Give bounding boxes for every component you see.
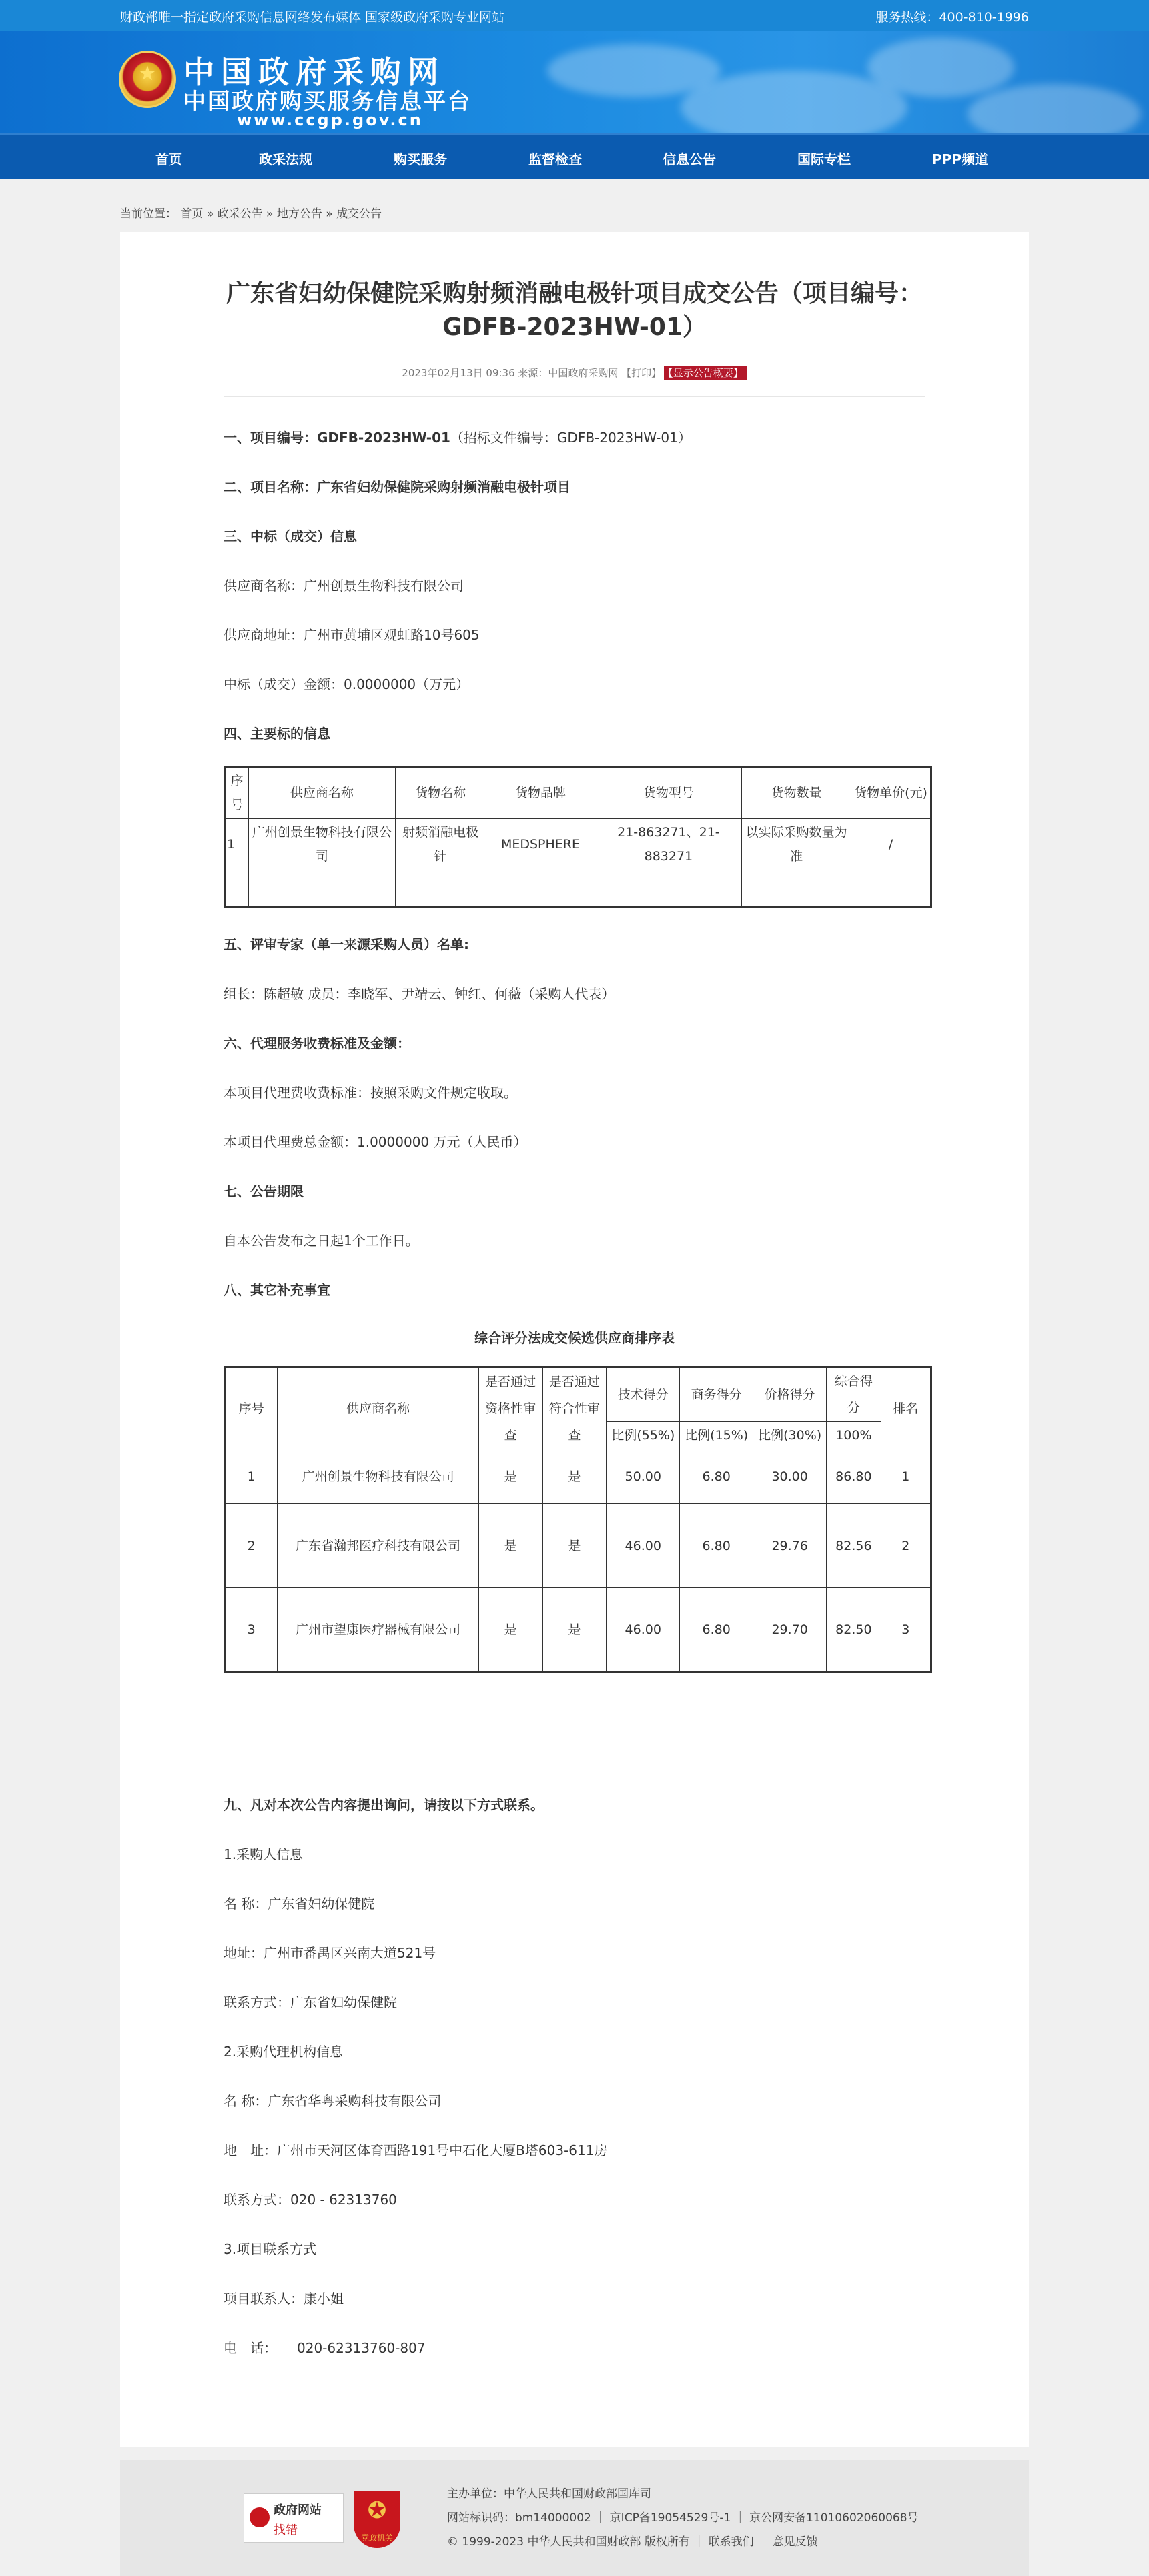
site-logo-url[interactable]: www.ccgp.gov.cn [237,111,423,129]
table-cell [742,870,851,908]
table-cell: / [851,819,931,870]
project-contact-heading: 3.项目联系方式 [224,2241,317,2257]
table-header-cell: 货物名称 [395,767,486,819]
tender-doc-number: （招标文件编号：GDFB-2023HW-01） [450,430,691,446]
party-emblem-icon: ✪ [367,2497,387,2524]
table-row [225,1449,931,1504]
table-cell: 3 [225,1588,278,1672]
table-row [225,1588,931,1672]
nav-home[interactable]: 首页 [155,151,182,167]
divider [224,396,925,397]
section-project-name: 二、项目名称：广东省妇幼保健院采购射频消融电极针项目 [224,479,570,495]
buyer-contact: 联系方式：广东省妇幼保健院 [224,1994,397,2010]
table-header-row [225,767,931,819]
table-header-cell: 货物型号 [595,767,742,819]
table-cell: 21-863271、21-883271 [595,819,742,870]
breadcrumb-local-notices[interactable]: 地方公告 [276,207,322,221]
table-cell: 广州创景生物科技有限公司 [278,1449,478,1504]
table-row-empty [225,870,931,908]
table-cell: 46.00 [607,1588,680,1672]
gov-badge-title: 政府网站 [274,2503,322,2517]
nav-purchase-services[interactable]: 购买服务 [394,151,447,167]
breadcrumb-home[interactable]: 首页 [180,207,204,221]
table-cell: 2 [225,1504,278,1588]
table-cell: 6.80 [680,1504,753,1588]
table-cell: 1 [225,819,249,870]
table-cell: 2 [881,1504,931,1588]
table-header-cell: 序号 [225,1367,278,1449]
article-title: 广东省妇幼保健院采购射频消融电极针项目成交公告（项目编号：GDFB-2023HW-01） [226,280,923,341]
table-cell: 射频消融电极针 [395,819,486,870]
breadcrumb-notices[interactable]: 政采公告 [217,207,263,221]
nav-ppp[interactable]: PPP频道 [932,151,988,167]
party-gov-badge[interactable] [354,2491,400,2548]
footer [120,2460,1029,2576]
header-banner [0,31,1149,133]
table-cell: 广州市望康医疗器械有限公司 [278,1588,478,1672]
breadcrumb [120,204,382,221]
section-experts: 五、评审专家（单一来源采购人员）名单: [224,936,469,952]
breadcrumb-sep: » [206,207,214,221]
table-header-cell: 序号 [225,767,249,819]
ranking-table [224,1366,932,1673]
fee-total: 本项目代理费总金额：1.0000000 万元（人民币） [224,1134,527,1150]
table-header-cell: 是否通过资格性审查 [478,1367,542,1449]
party-badge-label: 党政机关 [360,2533,393,2543]
section-project-number [224,427,691,446]
award-amount: 中标（成交）金额：0.0000000（万元） [224,676,470,692]
section-award-info: 三、中标（成交）信息 [224,528,357,544]
agency-contact: 联系方式：020 - 62313760 [224,2192,397,2208]
table-header-cell: 比例(55%) [607,1422,680,1449]
table-header-cell: 比例(30%) [753,1422,827,1449]
table-row [225,819,931,870]
supplier-name: 供应商名称：广州创景生物科技有限公司 [224,578,464,594]
breadcrumb-deal-notices[interactable]: 成交公告 [336,207,382,221]
table-header-cell: 技术得分 [607,1367,680,1422]
table-cell [595,870,742,908]
supplier-address: 供应商地址：广州市黄埔区观虹路10号605 [224,627,480,643]
gov-site-icon [250,2507,270,2527]
footer-ids[interactable]: 网站标识码：bm14000002 ｜ 京ICP备19054529号-1 ｜ 京公网安备11010602060068号 [447,2511,919,2525]
footer-host: 主办单位：中华人民共和国财政部国库司 [447,2487,651,2501]
gov-badge-subtitle: 找错 [274,2523,298,2537]
nav-international[interactable]: 国际专栏 [797,151,851,167]
table-header-cell: 排名 [881,1367,931,1449]
buyer-info-heading: 1.采购人信息 [224,1846,304,1862]
article-meta-text: 2023年02月13日 09:36 来源：中国政府采购网 【打印】 [402,367,662,379]
fee-standard: 本项目代理费收费标准：按照采购文件规定收取。 [224,1085,517,1101]
nav-supervision[interactable]: 监督检查 [528,151,582,167]
table-cell: 50.00 [607,1449,680,1504]
table-cell: 是 [542,1449,607,1504]
table-header-cell: 商务得分 [680,1367,753,1422]
table-cell [225,870,249,908]
table-cell: 广东省瀚邦医疗科技有限公司 [278,1504,478,1588]
table-header-cell: 价格得分 [753,1367,827,1422]
table-cell: 是 [478,1449,542,1504]
national-emblem-icon[interactable]: ★ [119,51,176,108]
table-cell [851,870,931,908]
table-cell: 29.70 [753,1588,827,1672]
nav-announcements[interactable]: 信息公告 [663,151,716,167]
items-table [224,766,932,908]
site-logo-title[interactable]: 中国政府采购网 [183,54,445,90]
table-cell: 86.80 [827,1449,881,1504]
cloud-decoration [867,37,1014,97]
table-cell: 以实际采购数量为准 [742,819,851,870]
article-meta [120,366,1029,380]
table-header-cell: 货物品牌 [486,767,595,819]
main-nav [0,133,1149,179]
breadcrumb-sep: » [266,207,274,221]
top-bar [0,0,1149,31]
project-contact-person: 项目联系人：康小姐 [224,2291,344,2307]
table-header-cell: 供应商名称 [278,1367,478,1449]
section-contact: 九、凡对本次公告内容提出询问，请按以下方式联系。 [224,1797,544,1813]
experts-list: 组长：陈超敏 成员：李晓军、尹靖云、钟红、何薇（采购人代表） [224,986,615,1002]
cloud-decoration [968,84,1141,133]
table-cell: 6.80 [680,1588,753,1672]
breadcrumb-prefix: 当前位置： [120,207,177,221]
project-contact-phone: 电 话： 020-62313760-807 [224,2340,426,2356]
table-cell: 30.00 [753,1449,827,1504]
breadcrumb-sep: » [326,207,333,221]
table-cell: 广州创景生物科技有限公司 [248,819,395,870]
table-cell [395,870,486,908]
table-row [225,1504,931,1588]
site-logo-subtitle[interactable]: 中国政府购买服务信息平台 [183,88,472,114]
table-cell: 46.00 [607,1504,680,1588]
show-summary-button[interactable]: 【显示公告概要】 [664,366,747,380]
table-cell: 是 [542,1504,607,1588]
service-hotline: 服务热线：400-810-1996 [875,10,1029,25]
table-cell: 1 [881,1449,931,1504]
table-cell: 是 [478,1588,542,1672]
table-header-cell: 是否通过符合性审查 [542,1367,607,1449]
project-number: 一、项目编号：GDFB-2023HW-01 [224,430,450,446]
table-header-cell: 货物单价(元) [851,767,931,819]
table-cell: 是 [542,1588,607,1672]
table-cell: 1 [225,1449,278,1504]
table-cell [248,870,395,908]
table-header-cell: 供应商名称 [248,767,395,819]
table-cell: 29.76 [753,1504,827,1588]
table-cell: 是 [478,1504,542,1588]
table-cell: 82.50 [827,1588,881,1672]
top-bar-slogan: 财政部唯一指定政府采购信息网络发布媒体 国家级政府采购专业网站 [120,10,505,25]
table-cell: MEDSPHERE [486,819,595,870]
footer-copyright[interactable]: © 1999-2023 中华人民共和国财政部 版权所有 ｜ 联系我们 ｜ 意见反馈 [447,2535,818,2549]
gov-website-error-badge[interactable] [244,2493,344,2543]
table-header-row [225,1367,931,1422]
table-header-cell: 货物数量 [742,767,851,819]
table-header-cell: 比例(15%) [680,1422,753,1449]
table-header-cell: 100% [827,1422,881,1449]
article-card [120,232,1029,2447]
table-header-cell: 综合得分 [827,1367,881,1422]
agency-info-heading: 2.采购代理机构信息 [224,2044,344,2060]
section-main-items: 四、主要标的信息 [224,726,330,742]
ranking-table-title: 综合评分法成交候选供应商排序表 [474,1330,675,1346]
table-cell [486,870,595,908]
nav-regulations[interactable]: 政采法规 [259,151,312,167]
buyer-address: 地址：广州市番禺区兴南大道521号 [224,1945,436,1961]
table-cell: 6.80 [680,1449,753,1504]
section-other-matters: 八、其它补充事宜 [224,1282,330,1298]
notice-period: 自本公告发布之日起1个工作日。 [224,1233,419,1249]
section-notice-period: 七、公告期限 [224,1183,304,1199]
agency-address: 地 址：广州市天河区体育西路191号中石化大厦B塔603-611房 [224,2142,608,2158]
agency-name: 名 称：广东省华粤采购科技有限公司 [224,2093,442,2109]
section-agency-fee: 六、代理服务收费标准及金额： [224,1035,410,1051]
buyer-name: 名 称：广东省妇幼保健院 [224,1896,375,1912]
table-cell: 3 [881,1588,931,1672]
table-cell: 82.56 [827,1504,881,1588]
